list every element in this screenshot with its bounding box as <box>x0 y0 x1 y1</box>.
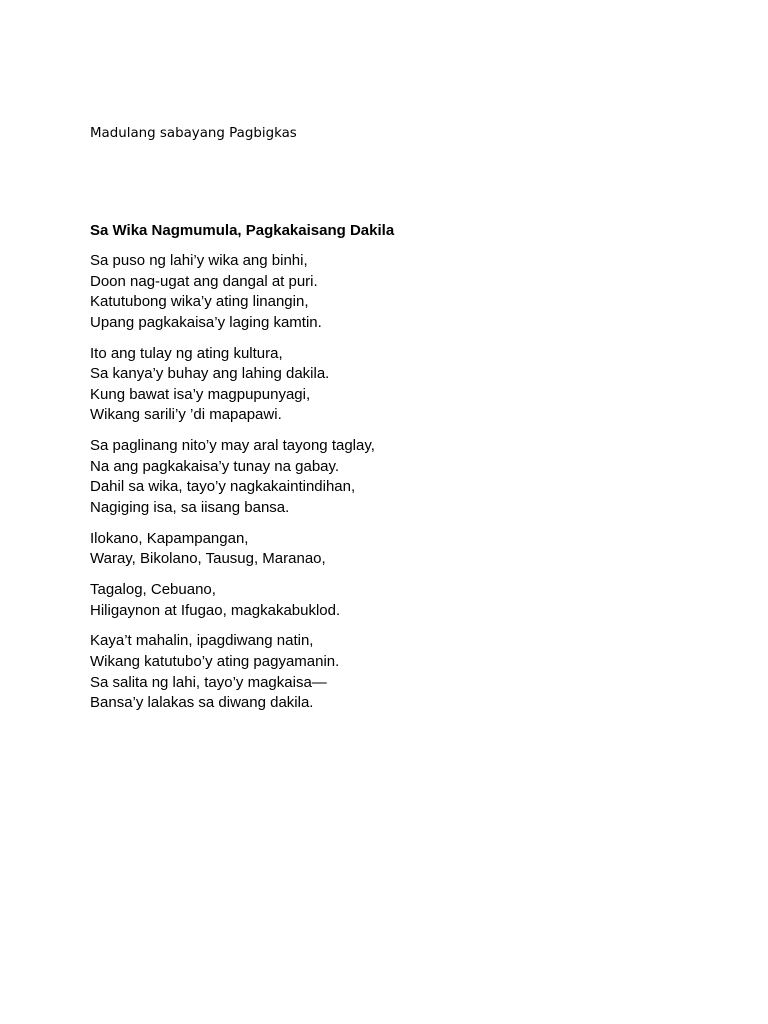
poem-line: Sa puso ng lahi’y wika ang binhi, <box>90 252 308 269</box>
poem-line: Na ang pagkakaisa’y tunay na gabay. <box>90 457 340 475</box>
poem-line: Dahil sa wika, tayo’y nagkakaintindihan, <box>90 478 356 496</box>
stanza-6 <box>90 631 394 713</box>
poem-line: Wikang sarili’y ’di mapapawi. <box>90 406 282 424</box>
poem-line: Sa paglinang nito’y may aral tayong taglay, <box>90 437 375 455</box>
poem-title: Sa Wika Nagmumula, Pagkakaisang Dakila <box>90 222 395 239</box>
stanza-5 <box>90 580 394 621</box>
poem-line: Kaya’t mahalin, ipagdiwang natin, <box>90 632 314 650</box>
poem-line: Nagiging isa, sa iisang bansa. <box>90 498 290 516</box>
poem-line: Doon nag-ugat ang dangal at puri. <box>90 272 318 290</box>
poem-line: Ito ang tulay ng ating kultura, <box>90 344 283 362</box>
stanza-4 <box>90 529 394 570</box>
poem-line: Wikang katutubo’y ating pagyamanin. <box>90 653 340 671</box>
poem-line: Katutubong wika’y ating linangin, <box>90 293 309 311</box>
stanza-2 <box>90 344 394 426</box>
poem-line: Hiligaynon at Ifugao, magkakabuklod. <box>90 601 341 619</box>
poem-line: Sa salita ng lahi, tayo’y magkaisa— <box>90 673 327 691</box>
poem-line: Kung bawat isa’y magpupunyagi, <box>90 385 311 403</box>
stanza-1 <box>90 251 394 333</box>
poem-line: Waray, Bikolano, Tausug, Maranao, <box>90 550 326 568</box>
stanza-3 <box>90 436 394 518</box>
poem <box>90 221 394 724</box>
poem-line: Ilokano, Kapampangan, <box>90 529 249 547</box>
header-note: Madulang sabayang Pagbigkas <box>90 126 297 141</box>
poem-line: Tagalog, Cebuano, <box>90 581 216 599</box>
poem-line: Sa kanya’y buhay ang lahing dakila. <box>90 365 330 383</box>
poem-line: Bansa’y lalakas sa diwang dakila. <box>90 694 314 712</box>
poem-line: Upang pagkakaisa’y laging kamtin. <box>90 313 322 331</box>
